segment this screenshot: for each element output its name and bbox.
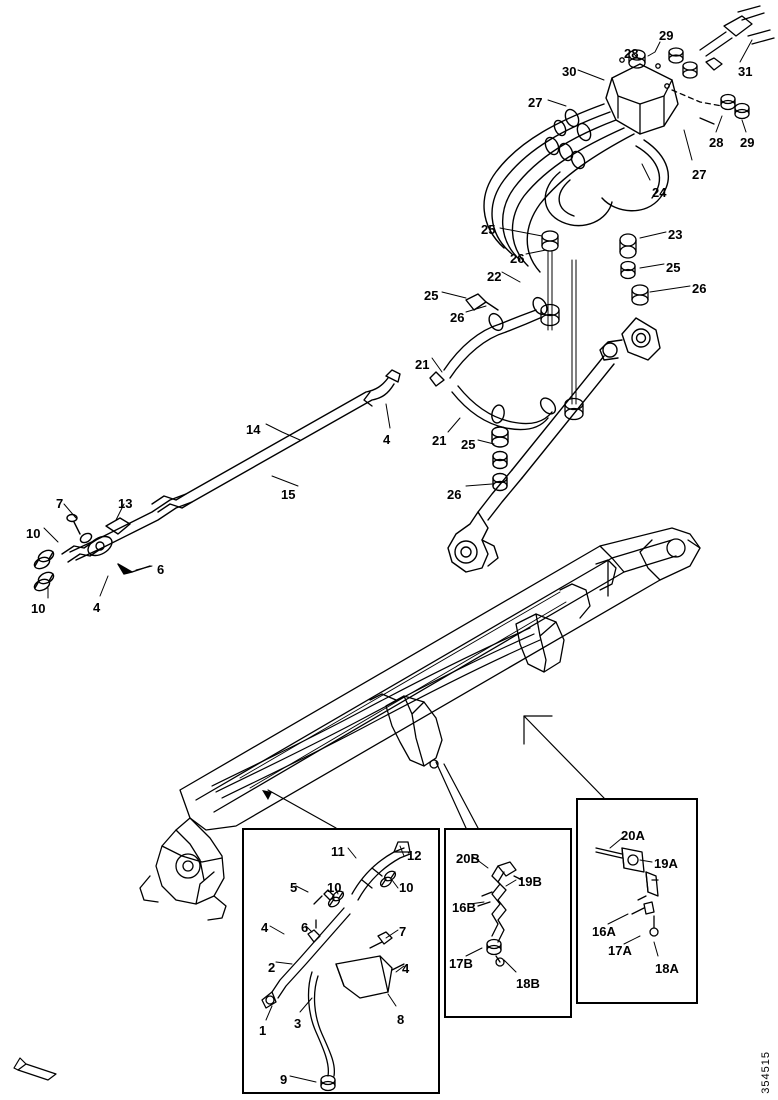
callout-11: 11 <box>331 844 345 859</box>
callout-20b: 20B <box>456 851 480 866</box>
callout-21: 21 <box>432 433 447 448</box>
callout-12: 12 <box>407 848 422 863</box>
callout-10: 10 <box>327 880 342 895</box>
callout-4: 4 <box>261 920 269 935</box>
callout-10: 10 <box>26 526 41 541</box>
tube-14-15 <box>33 370 400 593</box>
callout-10: 10 <box>31 601 46 616</box>
callout-9: 9 <box>280 1072 288 1087</box>
callout-4: 4 <box>402 961 410 976</box>
callout-16a: 16A <box>592 924 616 939</box>
sheet-code: 354515 <box>760 1051 772 1094</box>
callout-17b: 17B <box>449 956 473 971</box>
callout-25: 25 <box>424 288 439 303</box>
callout-7: 7 <box>399 924 407 939</box>
callout-8: 8 <box>397 1012 405 1027</box>
callout-19b: 19B <box>518 874 542 889</box>
upper-right-fittings <box>672 6 774 124</box>
callout-30: 30 <box>562 64 577 79</box>
callout-1: 1 <box>259 1023 267 1038</box>
tie-rod-assembly <box>448 318 660 572</box>
callout-26: 26 <box>447 487 462 502</box>
mid-right-fittings <box>541 231 648 420</box>
callout-22: 22 <box>487 269 502 284</box>
callout-25: 25 <box>481 222 496 237</box>
callout-26: 26 <box>510 251 525 266</box>
callout-21: 21 <box>415 357 430 372</box>
callout-25: 25 <box>461 437 476 452</box>
callout-26: 26 <box>692 281 707 296</box>
callout-4: 4 <box>93 600 101 615</box>
callout-25: 25 <box>666 260 681 275</box>
callout-23: 23 <box>668 227 683 242</box>
callout-18a: 18A <box>655 961 679 976</box>
hose-bundle <box>484 104 668 272</box>
callout-20a: 20A <box>621 828 645 843</box>
callout-14: 14 <box>246 422 261 437</box>
callout-6: 6 <box>157 562 165 577</box>
callout-18b: 18B <box>516 976 540 991</box>
callout-2: 2 <box>268 960 276 975</box>
orientation-arrow <box>14 1058 56 1080</box>
callout-19a: 19A <box>654 856 678 871</box>
callout-17a: 17A <box>608 943 632 958</box>
callout-27: 27 <box>692 167 707 182</box>
callout-29: 29 <box>659 28 674 43</box>
upper-manifold-assembly <box>606 48 697 134</box>
callout-13: 13 <box>118 496 133 511</box>
callout-31: 31 <box>738 64 753 79</box>
callout-4: 4 <box>383 432 391 447</box>
callout-3: 3 <box>294 1016 302 1031</box>
callout-29: 29 <box>740 135 755 150</box>
callout-7: 7 <box>56 496 64 511</box>
callout-27: 27 <box>528 95 543 110</box>
callout-16b: 16B <box>452 900 476 915</box>
callout-15: 15 <box>281 487 296 502</box>
callout-6: 6 <box>301 920 309 935</box>
callout-24: 24 <box>652 185 667 200</box>
callout-10: 10 <box>399 880 414 895</box>
callout-28: 28 <box>624 46 639 61</box>
callout-5: 5 <box>290 880 298 895</box>
callout-28: 28 <box>709 135 724 150</box>
callout-26: 26 <box>450 310 465 325</box>
